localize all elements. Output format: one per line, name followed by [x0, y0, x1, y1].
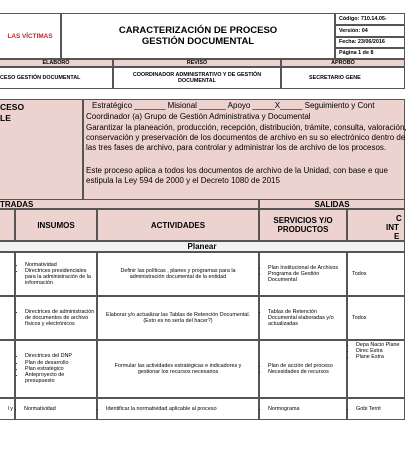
pagina: Página 1 de 8 — [335, 48, 405, 59]
logo-cell — [0, 13, 61, 59]
row4-left: l y — [0, 398, 15, 420]
elaboro-label: ELABORÓ — [0, 59, 113, 67]
proceso-type-value: Estratégico _______ Misional ______ Apoyo _____X_____ Seguimiento y Cont — [92, 101, 375, 110]
actividades-header: ACTIVIDADES — [97, 209, 259, 241]
list-item: • Plan de desarrollo — [25, 360, 95, 366]
row2-insumos — [15, 296, 97, 340]
aprobo-value: SECRETARIO GENE — [281, 67, 405, 89]
row4-actividad — [97, 398, 259, 420]
row3-insumos — [15, 340, 97, 398]
list-item: • Plan Institucional de Archivos — [268, 265, 346, 271]
salidas-header: SALIDAS — [259, 199, 405, 209]
insumos-header: INSUMOS — [15, 209, 97, 241]
aprobo-label: APROBÓ — [281, 59, 405, 67]
row2-cliente: Todos — [347, 296, 405, 340]
row3-actividad: Formular las actividades estratégicas e indicadores y gestionar los recursos necesarios — [97, 340, 259, 398]
list-item: • Directrices presidenciales para la administración de la información — [25, 268, 95, 287]
lider-label: LE — [0, 112, 11, 123]
list-item: • Tablas de Retención Documental elaboradas y/o actualizadas — [268, 309, 346, 328]
row2-left — [0, 296, 15, 340]
list-item: • Anteproyecto de presupuesto — [25, 372, 95, 384]
fecha: Fecha: 23/06/2016 — [335, 37, 405, 48]
row1-cliente: Todos — [347, 252, 405, 296]
title-line-1: CARACTERIZACIÓN DE PROCESO — [118, 25, 278, 36]
list-item: • Directrices del DNP — [25, 353, 95, 359]
elaboro-value: CESO GESTIÓN DOCUMENTAL — [0, 67, 113, 89]
servicios-header: SERVICIOS Y/O PRODUCTOS — [259, 209, 347, 241]
row2-actividad: Elaborar y/o actualizar las Tablas de Retención Documental. (Esto es no sería del hacer?) — [97, 296, 259, 340]
row1-productos — [259, 252, 347, 296]
section-planear: Planear — [0, 241, 405, 252]
list-item: • Identificar la normatividad aplicable al proceso — [106, 406, 217, 412]
list-item: • Plan estratégico — [25, 366, 95, 372]
list-item: • Normatividad — [25, 262, 95, 268]
logo-text: LAS VÍCTIMAS — [7, 32, 53, 40]
lider-value: Coordinador (a) Grupo de Gestión Administrativa y Documental — [86, 112, 311, 121]
reviso-value: COORDINADOR ADMINISTRATIVO Y DE GESTIÓN DOCUMENTAL — [113, 67, 281, 89]
row4-insumos — [15, 398, 97, 420]
list-item: • Normograma — [268, 406, 299, 412]
row2-productos — [259, 296, 347, 340]
row4-cliente — [347, 398, 405, 420]
list-item: • Programa de Gestión Documental — [268, 271, 346, 283]
row1-actividad: Definir las políticas , planes y programas para la administración documental de la entidad — [97, 252, 259, 296]
row1-insumos — [15, 252, 97, 296]
row3-productos — [259, 340, 347, 398]
list-item: • Plan de acción del proceso — [268, 363, 333, 369]
list-item: • Normatividad — [24, 406, 56, 412]
list-item: • Plane Estra — [356, 354, 404, 360]
list-item: • Depa Nacio Plane — [356, 342, 404, 348]
version: Versión: 04 — [335, 25, 405, 37]
proceso-label: CESO — [0, 101, 25, 112]
reviso-label: REVISÓ — [113, 59, 281, 67]
list-item: • Directrices de administración de documentos de archivo físicos y electrónicos — [25, 309, 95, 328]
row1-left — [0, 252, 15, 296]
cliente-header: C INT E — [347, 209, 405, 241]
entradas-left-col-header — [0, 209, 15, 241]
objetivo-value: Garantizar la planeación, producción, recepción, distribución, trámite, consulta, valoración, conservación y preservación de los documentos de archivo en su so electrónico dentro de las tres fases de archivo, para controlar y administrar los de archivo de los procesos. — [86, 123, 407, 152]
row4-productos — [259, 398, 347, 420]
document-title — [61, 13, 335, 59]
alcance-value: Este proceso aplica a todos los documentos de archivo de la Unidad, con base e que estipula la Ley 594 de 2000 y el Decreto 1080 de 2015 — [86, 166, 388, 185]
codigo: Código: 710.14.05- — [335, 13, 405, 25]
row3-left — [0, 340, 15, 398]
list-item: • Necesidades de recursos — [268, 369, 333, 375]
row3-cliente — [347, 340, 405, 398]
list-item: • Direc Estra — [356, 348, 404, 354]
list-item: • Gobi Territ — [356, 406, 381, 412]
entradas-header: TRADAS — [0, 199, 259, 209]
title-line-2: GESTIÓN DOCUMENTAL — [141, 36, 255, 47]
